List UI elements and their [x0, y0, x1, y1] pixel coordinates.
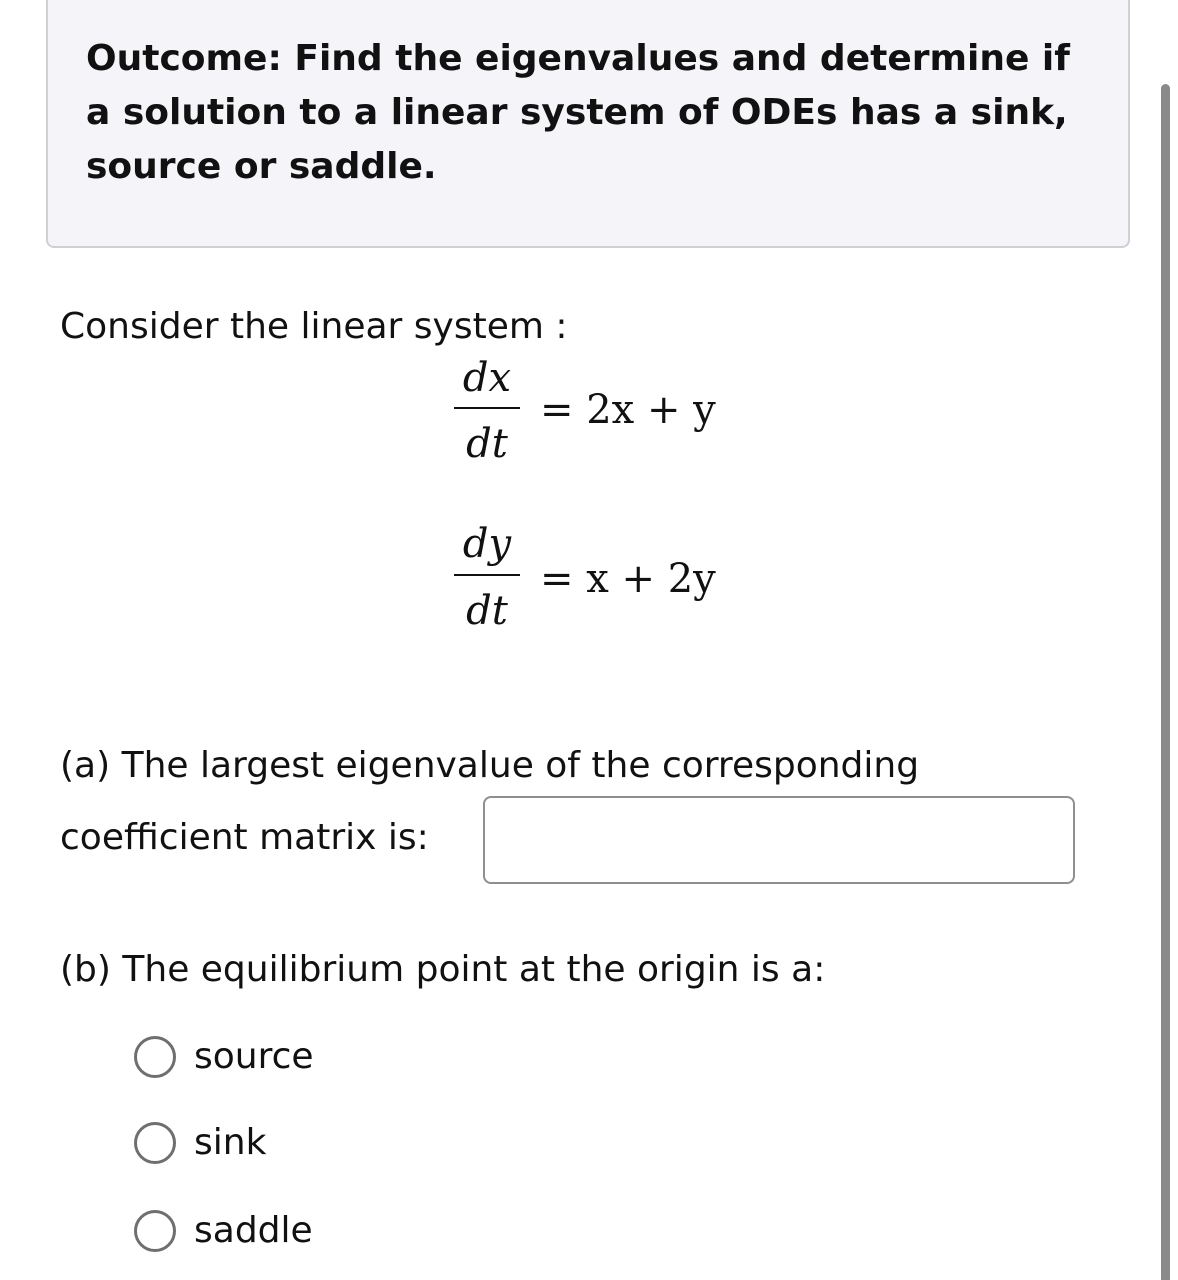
- outcome-line: Outcome: Find the eigenvalues and determine if: [86, 38, 1070, 79]
- part-a-question-line1: (a) The largest eigenvalue of the corresponding: [60, 745, 920, 786]
- equation-2-denominator: dt: [466, 588, 508, 634]
- scrollbar-thumb[interactable]: [1161, 84, 1170, 1280]
- equation-1-numerator: dx: [462, 355, 512, 401]
- problem-prompt: Consider the linear system :: [60, 306, 568, 347]
- outcome-text: [86, 32, 1096, 194]
- radio-button-saddle[interactable]: [134, 1210, 176, 1252]
- equation-1-rhs: = 2x + y: [540, 387, 716, 433]
- option-sink[interactable]: [134, 1118, 266, 1168]
- radio-button-sink[interactable]: [134, 1122, 176, 1164]
- option-saddle[interactable]: [134, 1206, 313, 1256]
- outcome-line: a solution to a linear system of ODEs has a sink,: [86, 92, 1068, 133]
- outcome-line: source or saddle.: [86, 146, 437, 187]
- fraction-bar: [454, 574, 520, 576]
- equation-1-denominator: dt: [466, 421, 508, 467]
- outcome-box: [46, 0, 1130, 248]
- part-b-question: (b) The equilibrium point at the origin is a:: [60, 949, 826, 990]
- equation-2-rhs: = x + 2y: [540, 556, 716, 602]
- option-label-sink: sink: [194, 1122, 267, 1163]
- option-label-source: source: [194, 1036, 314, 1077]
- fraction-bar: [454, 407, 520, 409]
- radio-button-source[interactable]: [134, 1036, 176, 1078]
- option-label-saddle: saddle: [194, 1210, 313, 1251]
- eigenvalue-answer-input[interactable]: [483, 796, 1075, 884]
- equation-2-numerator: dy: [462, 521, 512, 567]
- part-a-question-line2: coefficient matrix is:: [60, 817, 429, 858]
- option-source[interactable]: [134, 1032, 314, 1082]
